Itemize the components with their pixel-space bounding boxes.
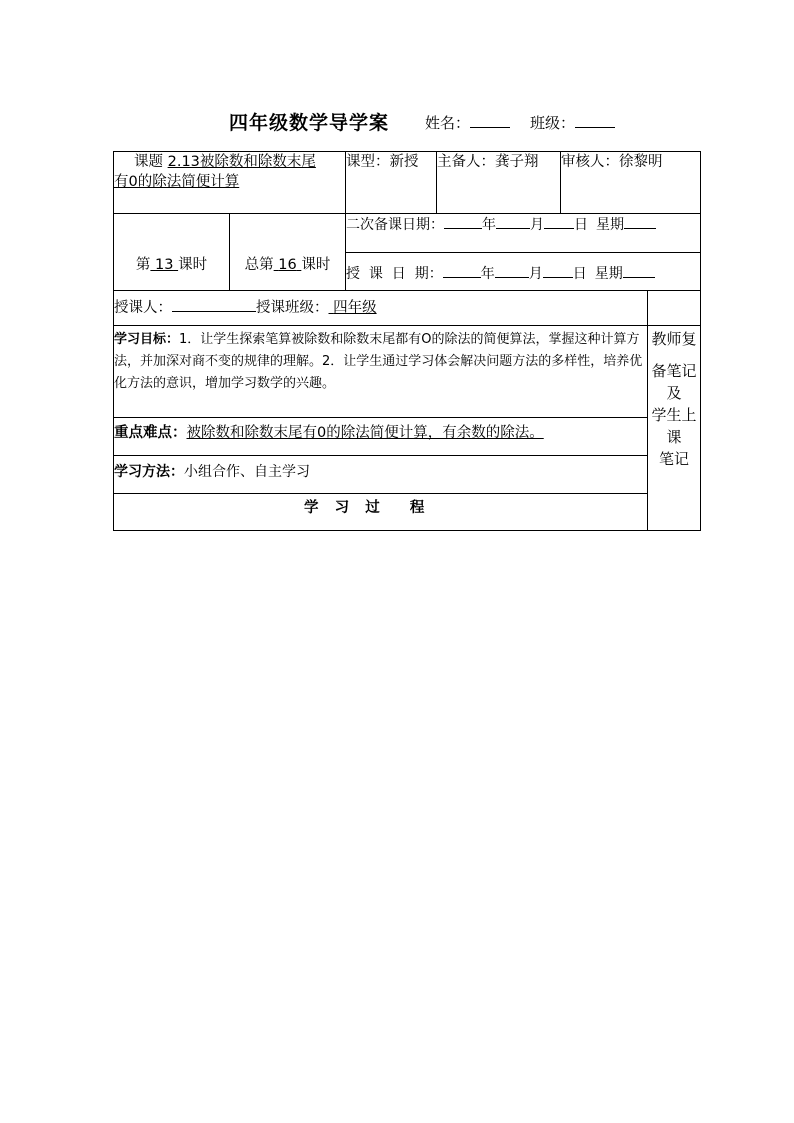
class-blank[interactable] xyxy=(575,113,615,128)
topic-cell xyxy=(114,152,346,214)
student-class-field[interactable] xyxy=(530,112,615,133)
lesson-type: 课型：新授 xyxy=(346,154,419,170)
notes-line2: 备笔记及 xyxy=(651,362,697,402)
lesson-plan-table xyxy=(113,151,701,531)
class-label: 班级： xyxy=(530,114,576,132)
name-label: 姓名： xyxy=(425,114,471,132)
second-prep-date-row: 二次备课日期： 年 月 日 星期 xyxy=(346,214,701,253)
empty-notes-header xyxy=(648,291,701,326)
topic-text-line2: 有0的除法简便计算 xyxy=(114,174,240,190)
teach-weekday-blank[interactable] xyxy=(623,263,655,278)
total-period-cell: 总第 16 课时 xyxy=(230,214,346,291)
notes-line3: 学生上课 xyxy=(651,406,697,446)
teach-date-label: 授 课 日 期： xyxy=(346,266,443,282)
teach-month-blank[interactable] xyxy=(495,263,529,278)
goals-cell xyxy=(114,326,648,418)
notes-line4: 笔记 xyxy=(658,450,689,468)
teach-day-blank[interactable] xyxy=(543,263,573,278)
period-number: 13 xyxy=(155,257,174,273)
teach-date-row: 授 课 日 期： 年 月 日 星期 xyxy=(346,253,701,291)
teach-class-value: 四年级 xyxy=(333,300,377,316)
preparer-cell xyxy=(437,152,561,214)
type-cell xyxy=(346,152,437,214)
teach-class-label: 授课班级： xyxy=(256,300,329,316)
second-prep-day-blank[interactable] xyxy=(544,214,574,229)
preparer: 主备人：龚子翔 xyxy=(437,154,539,170)
key-points-text: 被除数和除数末尾有0的除法简便计算，有余数的除法。 xyxy=(186,425,544,441)
period-cell: 第 13 课时 xyxy=(114,214,230,291)
second-prep-weekday-blank[interactable] xyxy=(624,214,656,229)
teacher-notes-cell xyxy=(648,326,701,531)
topic-label: 课题 xyxy=(134,154,163,170)
teacher-blank[interactable] xyxy=(172,297,256,312)
key-points-label: 重点难点： xyxy=(114,425,187,441)
teacher-row xyxy=(114,291,648,326)
method-cell xyxy=(114,456,648,494)
process-header: 学 习 过 程 xyxy=(114,494,648,531)
method-label: 学习方法： xyxy=(114,464,184,480)
second-prep-year-blank[interactable] xyxy=(444,214,482,229)
page-title: 四年级数学导学案 xyxy=(229,112,390,134)
notes-line1: 教师复 xyxy=(651,330,697,348)
goals-label: 学习目标： xyxy=(114,332,180,347)
topic-text-line1: 2.13被除数和除数末尾 xyxy=(167,154,316,170)
teacher-label: 授课人： xyxy=(114,300,172,316)
header xyxy=(0,106,794,136)
teach-year-blank[interactable] xyxy=(443,263,481,278)
second-prep-month-blank[interactable] xyxy=(496,214,530,229)
key-points-cell xyxy=(114,418,648,456)
total-period-number: 16 xyxy=(278,257,297,273)
second-prep-label: 二次备课日期： xyxy=(346,217,444,233)
reviewer: 审核人：徐黎明 xyxy=(561,154,663,170)
goals-text: 1．让学生探索笔算被除数和除数末尾都有O的除法的简便算法，掌握这种计算方法，并加深对商不变的规律的理解。2．让学生通过学习体会解决问题方法的多样性，培养优化方法的意识，增加学习数学的兴趣。 xyxy=(114,332,643,391)
method-text: 小组合作、自主学习 xyxy=(184,464,310,480)
reviewer-cell xyxy=(561,152,701,214)
name-blank[interactable] xyxy=(470,113,510,128)
student-name-field[interactable] xyxy=(425,112,510,133)
